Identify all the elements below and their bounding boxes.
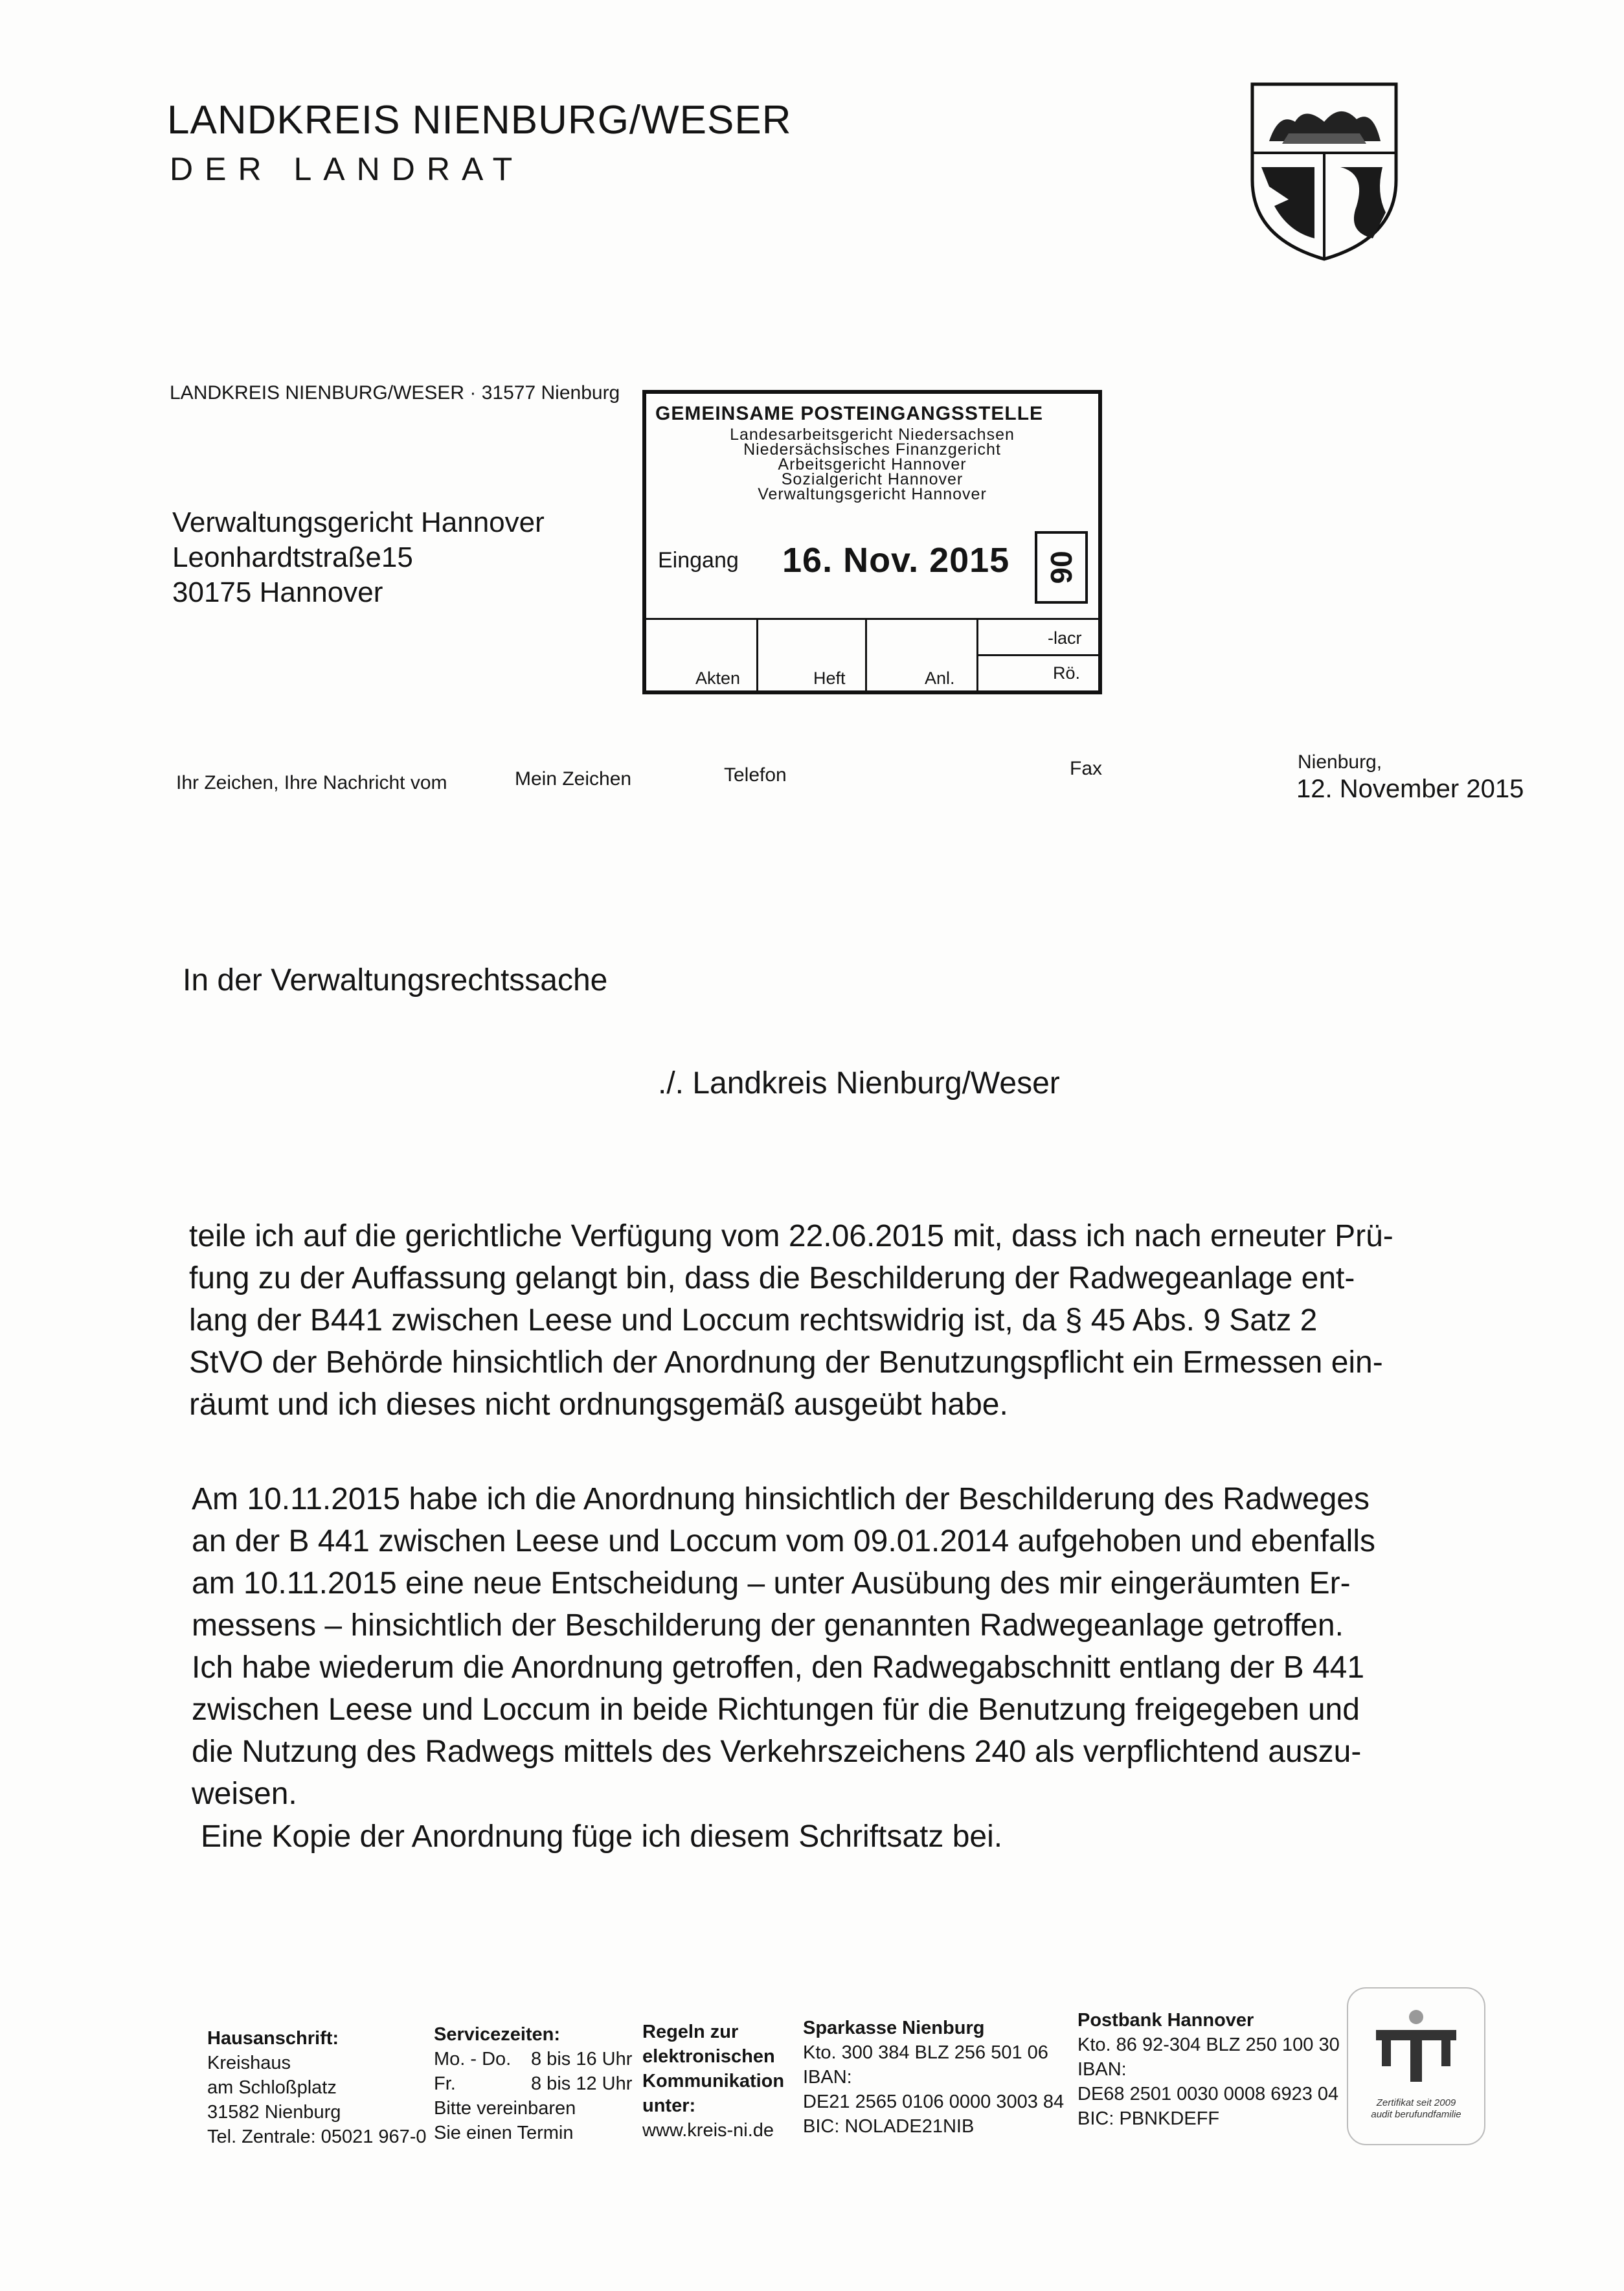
footer-hours: 8 bis 16 Uhr: [531, 2049, 633, 2069]
paragraph-line: weisen.: [192, 1777, 297, 1811]
authority-title: LANDKREIS NIENBURG/WESER: [167, 98, 792, 142]
footer-line: DE21 2565 0106 0000 3003 84: [803, 2092, 1065, 2112]
stamp-cell-akten: Akten: [695, 668, 741, 688]
footer-line: BIC: PBNKDEFF: [1077, 2108, 1220, 2129]
paragraph-line: messens – hinsichtlich der Beschilderung der genannten Radwegeanlage getroffen.: [192, 1608, 1344, 1643]
footer-url[interactable]: www.kreis-ni.de: [642, 2120, 774, 2141]
footer-days: Fr.: [434, 2073, 456, 2094]
ref-telefon: Telefon: [724, 764, 787, 786]
coat-of-arms-icon: [1243, 76, 1405, 264]
footer-regeln: [642, 2020, 784, 2143]
ref-ihr-zeichen: Ihr Zeichen, Ihre Nachricht vom: [176, 772, 447, 793]
paragraph-3: Eine Kopie der Anordnung füge ich diesem Schriftsatz bei.: [201, 1819, 1003, 1854]
footer-line: Kreishaus: [207, 2053, 291, 2073]
footer-line: am Schloßplatz: [207, 2077, 337, 2098]
paragraph-line: zwischen Leese und Loccum in beide Richtungen für die Benutzung freigegeben und: [192, 1693, 1360, 1727]
footer-line: Bitte vereinbaren: [434, 2098, 576, 2119]
ref-place: Nienburg,: [1298, 751, 1382, 773]
stamp-cell-top-right: -lacr: [1048, 628, 1082, 648]
footer-line: elektronischen: [642, 2046, 775, 2067]
footer-postbank: [1077, 2008, 1340, 2131]
paragraph-line: lang der B441 zwischen Leese und Loccum rechtswidrig ist, da § 45 Abs. 9 Satz 2: [189, 1303, 1318, 1338]
paragraph-line: teile ich auf die gerichtliche Verfügung vom 22.06.2015 mit, dass ich nach erneuter Prü-: [189, 1219, 1393, 1253]
stamp-court: Landesarbeitsgericht Niedersachsen: [730, 426, 1015, 444]
sender-line: LANDKREIS NIENBURG/WESER · 31577 Nienburg: [170, 382, 620, 404]
letter-date: 12. November 2015: [1296, 775, 1524, 803]
stamp-cell-bottom-right: Rö.: [1053, 663, 1081, 683]
stamp-court: Sozialgericht Hannover: [781, 470, 964, 488]
footer-line: 31582 Nienburg: [207, 2102, 341, 2123]
family-audit-icon: [1373, 2008, 1460, 2086]
footer-line: [434, 2071, 632, 2096]
footer-hours: 8 bis 12 Uhr: [531, 2073, 633, 2094]
footer-line: Kto. 86 92-304 BLZ 250 100 30: [1077, 2035, 1340, 2055]
paragraph-line: am 10.11.2015 eine neue Entscheidung – unter Ausübung des mir eingeräumten Er-: [192, 1566, 1351, 1601]
paragraph-line: die Nutzung des Radwegs mittels des Verkehrszeichens 240 als verpflichtend auszu-: [192, 1735, 1362, 1769]
paragraph-line: Am 10.11.2015 habe ich die Anordnung hinsichtlich der Beschilderung des Radweges: [192, 1482, 1370, 1516]
stamp-court: Niedersächsisches Finanzgericht: [743, 440, 1001, 459]
paragraph-2: [192, 1478, 1375, 1815]
certificate-text: [1348, 2097, 1484, 2121]
footer-line: Regeln zur: [642, 2022, 739, 2042]
stamp-divider: [756, 618, 758, 690]
stamp-divider: [978, 654, 1098, 656]
recipient-address: [172, 505, 545, 610]
recipient-line: 30175 Hannover: [172, 576, 383, 608]
recipient-line: Leonhardtstraße15: [172, 541, 413, 573]
stamp-date: 16. Nov. 2015: [782, 541, 1010, 580]
paragraph-line: StVO der Behörde hinsichtlich der Anordnung der Benutzungspflicht ein Ermessen ein-: [189, 1345, 1383, 1380]
stamp-court: Verwaltungsgericht Hannover: [758, 485, 987, 503]
stamp-court-list: [646, 427, 1098, 502]
certificate-badge: [1347, 1987, 1485, 2145]
footer-heading: Sparkasse Nienburg: [803, 2018, 985, 2038]
footer-line: IBAN:: [1077, 2059, 1127, 2080]
intro-line: In der Verwaltungsrechtssache: [183, 963, 608, 997]
receipt-stamp: [642, 390, 1102, 694]
authority-subtitle: DER LANDRAT: [170, 151, 524, 187]
footer-heading: Postbank Hannover: [1077, 2010, 1254, 2031]
footer-line: DE68 2501 0030 0008 6923 04: [1077, 2084, 1339, 2104]
footer-days: Mo. - Do.: [434, 2049, 512, 2069]
recipient-line: Verwaltungsgericht Hannover: [172, 507, 545, 538]
footer-line: Kto. 300 384 BLZ 256 501 06: [803, 2042, 1048, 2063]
footer-heading: Servicezeiten:: [434, 2024, 561, 2045]
ref-mein-zeichen: Mein Zeichen: [515, 768, 632, 790]
stamp-cell-anl: Anl.: [925, 668, 955, 688]
footer-hausanschrift: [207, 2026, 427, 2149]
footer-line: BIC: NOLADE21NIB: [803, 2116, 975, 2137]
stamp-court: Arbeitsgericht Hannover: [778, 455, 967, 473]
ref-fax: Fax: [1070, 758, 1103, 779]
footer-servicezeiten: [434, 2022, 632, 2145]
stamp-number-box: [1035, 531, 1088, 604]
stamp-number: 06: [1044, 551, 1078, 584]
footer-sparkasse: [803, 2016, 1064, 2139]
paragraph-line: räumt und ich dieses nicht ordnungsgemäß ausgeübt habe.: [189, 1387, 1008, 1422]
paragraph-line: fung zu der Auffassung gelangt bin, dass die Beschilderung der Radwegeanlage ent-: [189, 1261, 1355, 1295]
paragraph-line: Ich habe wiederum die Anordnung getroffen, den Radwegabschnitt entlang der B 441: [192, 1650, 1365, 1685]
footer-line: unter:: [642, 2095, 696, 2116]
paragraph-1: [189, 1215, 1393, 1426]
certificate-line: audit berufundfamilie: [1371, 2109, 1461, 2120]
footer-line: Tel. Zentrale: 05021 967-0: [207, 2126, 427, 2147]
case-line: ./. Landkreis Nienburg/Weser: [658, 1066, 1060, 1100]
footer-line: IBAN:: [803, 2067, 852, 2088]
footer-line: [434, 2047, 632, 2071]
stamp-eingang-label: Eingang: [658, 548, 739, 573]
stamp-divider: [865, 618, 867, 690]
footer-line: Sie einen Termin: [434, 2123, 574, 2143]
stamp-heading: GEMEINSAME POSTEINGANGSSTELLE: [655, 403, 1044, 424]
paragraph-line: an der B 441 zwischen Leese und Loccum vom 09.01.2014 aufgehoben und ebenfalls: [192, 1524, 1375, 1558]
certificate-line: Zertifikat seit 2009: [1376, 2097, 1456, 2108]
footer-line: Kommunikation: [642, 2071, 785, 2092]
stamp-cell-heft: Heft: [813, 668, 846, 688]
footer-heading: Hausanschrift:: [207, 2028, 339, 2049]
